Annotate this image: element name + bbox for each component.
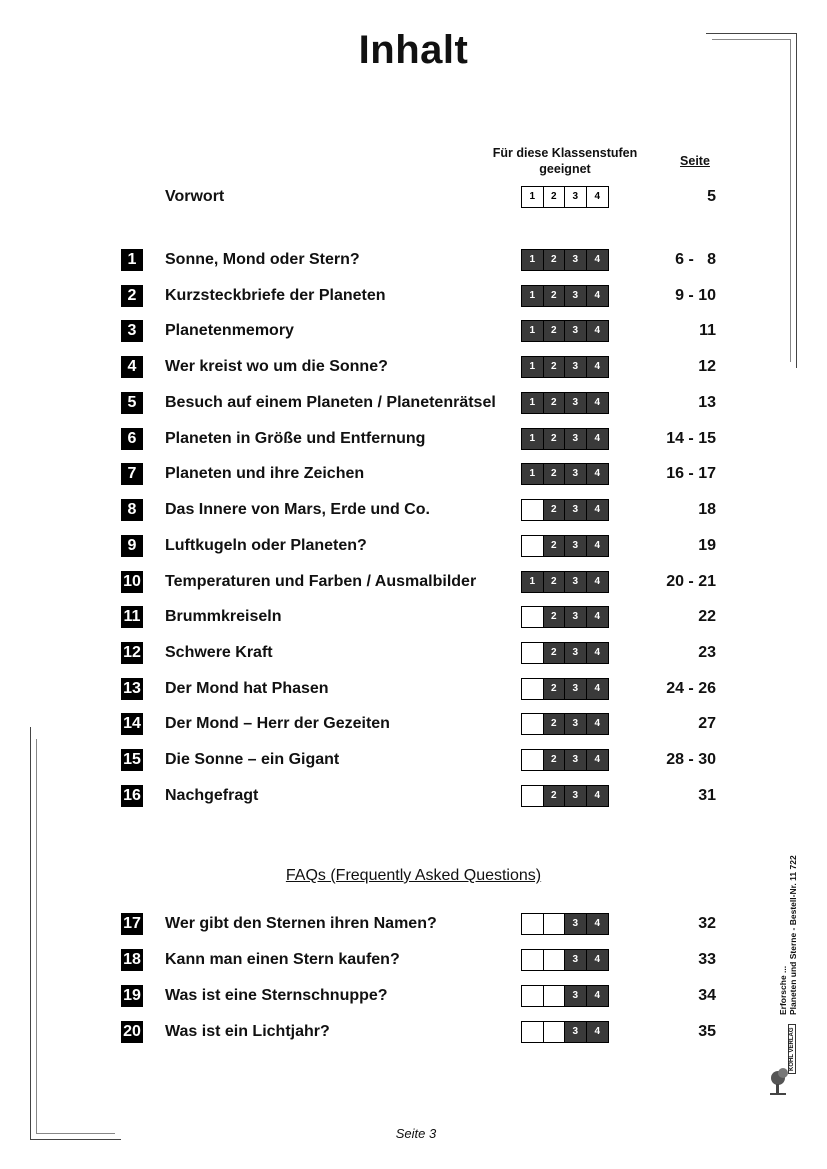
grade-boxes bbox=[521, 642, 609, 664]
grade-cell-active: 3 bbox=[565, 500, 587, 520]
grade-cell-empty bbox=[544, 986, 566, 1006]
toc-row-18[interactable] bbox=[0, 948, 827, 972]
grade-cell-active: 3 bbox=[565, 714, 587, 734]
toc-item-label: Vorwort bbox=[165, 188, 225, 205]
grade-cell-active: 2 bbox=[544, 750, 566, 770]
grade-cell-active: 1 bbox=[522, 429, 544, 449]
chapter-number-badge: 3 bbox=[121, 320, 143, 342]
grade-cell-active: 3 bbox=[565, 321, 587, 341]
chapter-number-badge: 12 bbox=[121, 642, 143, 664]
chapter-number-badge: 15 bbox=[121, 749, 143, 771]
grade-cell-active: 2 bbox=[544, 572, 566, 592]
grade-boxes bbox=[521, 186, 609, 208]
grade-boxes bbox=[521, 913, 609, 935]
chapter-number-badge: 20 bbox=[121, 1021, 143, 1043]
grade-cell-active: 3 bbox=[565, 607, 587, 627]
toc-row-3[interactable] bbox=[0, 319, 827, 343]
toc-item-label: Brummkreiseln bbox=[165, 608, 282, 626]
grade-cell-active: 3 bbox=[565, 950, 587, 970]
toc-page-number: 35 bbox=[698, 1023, 716, 1040]
grade-cell-active: 4 bbox=[587, 536, 609, 556]
page-column-header: Seite bbox=[680, 154, 710, 168]
grade-cell-active: 4 bbox=[587, 250, 609, 270]
grade-boxes bbox=[521, 1021, 609, 1043]
toc-page-number: 34 bbox=[698, 987, 716, 1004]
toc-item-label: Kurzsteckbriefe der Planeten bbox=[165, 286, 386, 304]
chapter-number-badge: 11 bbox=[121, 606, 143, 628]
toc-item-label: Besuch auf einem Planeten / Planetenrätsel bbox=[165, 393, 496, 411]
grade-cell-active: 2 bbox=[544, 464, 566, 484]
grade-cell-active: 3 bbox=[565, 1022, 587, 1042]
toc-item-label: Nachgefragt bbox=[165, 786, 259, 804]
toc-row-19[interactable] bbox=[0, 984, 827, 1008]
grade-cell-empty bbox=[522, 950, 544, 970]
grade-cell-empty bbox=[544, 950, 566, 970]
grade-cell-active: 4 bbox=[587, 679, 609, 699]
toc-row-11[interactable] bbox=[0, 605, 827, 629]
grade-cell-active: 1 bbox=[522, 464, 544, 484]
grade-cell-empty bbox=[522, 1022, 544, 1042]
grade-cell: 2 bbox=[544, 187, 566, 207]
faq-heading: FAQs (Frequently Asked Questions) bbox=[285, 867, 542, 884]
grade-cell-active: 4 bbox=[587, 786, 609, 806]
grade-cell-empty bbox=[522, 750, 544, 770]
toc-row-9[interactable] bbox=[0, 534, 827, 558]
grade-cell-active: 2 bbox=[544, 500, 566, 520]
grade-cell-active: 4 bbox=[587, 357, 609, 377]
grade-cell-active: 4 bbox=[587, 714, 609, 734]
toc-page-number: 11 bbox=[699, 322, 716, 340]
grade-cell-active: 3 bbox=[565, 250, 587, 270]
toc-row-17[interactable] bbox=[0, 912, 827, 936]
toc-page-number: 23 bbox=[698, 644, 716, 662]
toc-row-5[interactable] bbox=[0, 391, 827, 415]
chapter-number-badge: 1 bbox=[121, 249, 143, 271]
grade-cell-active: 1 bbox=[522, 393, 544, 413]
grade-cell-active: 4 bbox=[587, 750, 609, 770]
grade-cell-active: 3 bbox=[565, 986, 587, 1006]
toc-row-15[interactable] bbox=[0, 748, 827, 772]
side-title-order-number: Planeten und Sterne - Bestell-Nr. 11 722 bbox=[788, 855, 798, 1015]
grade-cell-active: 3 bbox=[565, 572, 587, 592]
toc-row-foreword[interactable] bbox=[0, 185, 827, 209]
publisher-name: KOHL VERLAG bbox=[788, 1024, 796, 1074]
grade-cell-active: 3 bbox=[565, 429, 587, 449]
toc-page-number: 22 bbox=[698, 608, 716, 626]
grade-cell-active: 1 bbox=[522, 321, 544, 341]
grade-cell-empty bbox=[544, 1022, 566, 1042]
toc-item-label: Luftkugeln oder Planeten? bbox=[165, 536, 367, 554]
grade-cell-empty bbox=[522, 536, 544, 556]
grade-boxes bbox=[521, 320, 609, 342]
toc-page-number: 28 - 30 bbox=[666, 751, 716, 769]
grade-cell-empty bbox=[522, 643, 544, 663]
toc-item-label: Was ist ein Lichtjahr? bbox=[165, 1023, 330, 1040]
grade-cell-active: 1 bbox=[522, 250, 544, 270]
toc-item-label: Das Innere von Mars, Erde und Co. bbox=[165, 501, 430, 519]
toc-item-label: Die Sonne – ein Gigant bbox=[165, 751, 340, 769]
grade-cell-active: 3 bbox=[565, 393, 587, 413]
toc-row-14[interactable] bbox=[0, 712, 827, 736]
toc-row-13[interactable] bbox=[0, 677, 827, 701]
grade-cell-active: 3 bbox=[565, 679, 587, 699]
grade-cell-active: 4 bbox=[587, 286, 609, 306]
grade-boxes bbox=[521, 985, 609, 1007]
grade-boxes bbox=[521, 678, 609, 700]
grade-boxes bbox=[521, 949, 609, 971]
side-series: Erforsche ... bbox=[778, 965, 788, 1015]
grade-cell: 3 bbox=[565, 187, 587, 207]
grade-boxes bbox=[521, 463, 609, 485]
chapter-number-badge: 17 bbox=[121, 913, 143, 935]
grade-boxes bbox=[521, 249, 609, 271]
toc-row-2[interactable] bbox=[0, 284, 827, 308]
chapter-number-badge: 10 bbox=[121, 571, 143, 593]
grade-boxes bbox=[521, 749, 609, 771]
grade-cell-active: 4 bbox=[587, 1022, 609, 1042]
grade-cell-active: 3 bbox=[565, 464, 587, 484]
chapter-number-badge: 5 bbox=[121, 392, 143, 414]
toc-page-number: 31 bbox=[698, 786, 716, 804]
grade-cell-active: 3 bbox=[565, 536, 587, 556]
grade-cell-active: 1 bbox=[522, 357, 544, 377]
chapter-number-badge: 2 bbox=[121, 285, 143, 307]
grade-boxes bbox=[521, 356, 609, 378]
grade-cell-active: 3 bbox=[565, 786, 587, 806]
side-product-info bbox=[778, 815, 798, 1015]
chapter-number-badge: 8 bbox=[121, 499, 143, 521]
toc-page-number: 13 bbox=[698, 393, 716, 411]
chapter-number-badge: 6 bbox=[121, 428, 143, 450]
grade-cell-active: 2 bbox=[544, 714, 566, 734]
chapter-number-badge: 13 bbox=[121, 678, 143, 700]
grade-cell: 1 bbox=[522, 187, 544, 207]
toc-item-label: Was ist eine Sternschnuppe? bbox=[165, 987, 388, 1004]
chapter-number-badge: 18 bbox=[121, 949, 143, 971]
grade-cell-active: 3 bbox=[565, 357, 587, 377]
toc-row-12[interactable] bbox=[0, 641, 827, 665]
grade-cell-empty bbox=[522, 786, 544, 806]
grade-cell-empty bbox=[522, 914, 544, 934]
grade-cell-active: 2 bbox=[544, 643, 566, 663]
grade-boxes bbox=[521, 571, 609, 593]
grade-cell-active: 2 bbox=[544, 286, 566, 306]
grade-cell-active: 4 bbox=[587, 321, 609, 341]
chapter-number-badge: 4 bbox=[121, 356, 143, 378]
toc-row-20[interactable] bbox=[0, 1020, 827, 1044]
page-footer: Seite 3 bbox=[395, 1126, 437, 1141]
grade-boxes bbox=[521, 428, 609, 450]
grade-cell-active: 4 bbox=[587, 914, 609, 934]
grade-cell-active: 3 bbox=[565, 286, 587, 306]
grade-cell-active: 4 bbox=[587, 986, 609, 1006]
grade-cell-active: 3 bbox=[565, 914, 587, 934]
grade-cell-active: 1 bbox=[522, 286, 544, 306]
toc-page-number: 16 - 17 bbox=[666, 465, 716, 483]
grade-cell-active: 4 bbox=[587, 429, 609, 449]
grade-cell-active: 2 bbox=[544, 607, 566, 627]
grade-boxes bbox=[521, 535, 609, 557]
grade-cell-active: 4 bbox=[587, 950, 609, 970]
grades-header-line2: geeignet bbox=[539, 162, 591, 176]
toc-item-label: Temperaturen und Farben / Ausmalbilder bbox=[165, 572, 477, 590]
toc-row-6[interactable] bbox=[0, 427, 827, 451]
grade-boxes bbox=[521, 713, 609, 735]
toc-item-label: Sonne, Mond oder Stern? bbox=[165, 251, 360, 268]
toc-page-number: 19 bbox=[698, 536, 716, 554]
chapter-number-badge: 9 bbox=[121, 535, 143, 557]
grade-cell-active: 4 bbox=[587, 572, 609, 592]
toc-row-16[interactable] bbox=[0, 784, 827, 808]
grade-boxes bbox=[521, 285, 609, 307]
toc-item-label: Wer gibt den Sternen ihren Namen? bbox=[165, 915, 437, 932]
toc-item-label: Planeten in Größe und Entfernung bbox=[165, 429, 426, 447]
grade-cell-active: 2 bbox=[544, 679, 566, 699]
chapter-number-badge: 7 bbox=[121, 463, 143, 485]
toc-page-number: 33 bbox=[698, 951, 716, 968]
toc-page-number: 12 bbox=[698, 358, 716, 376]
toc-page-number: 9 - 10 bbox=[675, 286, 716, 304]
grade-cell-active: 4 bbox=[587, 643, 609, 663]
grade-boxes bbox=[521, 785, 609, 807]
grade-cell-active: 3 bbox=[565, 750, 587, 770]
grade-boxes bbox=[521, 499, 609, 521]
toc-item-label: Der Mond hat Phasen bbox=[165, 679, 329, 697]
grade-cell: 4 bbox=[587, 187, 609, 207]
grades-column-header bbox=[480, 145, 650, 177]
grade-cell-active: 4 bbox=[587, 500, 609, 520]
grade-cell-active: 2 bbox=[544, 536, 566, 556]
grade-cell-active: 2 bbox=[544, 250, 566, 270]
grade-cell-active: 3 bbox=[565, 643, 587, 663]
toc-item-label: Schwere Kraft bbox=[165, 644, 273, 662]
grade-cell-active: 2 bbox=[544, 357, 566, 377]
toc-page-number: 5 bbox=[707, 188, 716, 205]
chapter-number-badge: 16 bbox=[121, 785, 143, 807]
grade-cell-active: 4 bbox=[587, 464, 609, 484]
toc-item-label: Planeten und ihre Zeichen bbox=[165, 465, 365, 483]
toc-page-number: 18 bbox=[698, 501, 716, 519]
toc-row-1[interactable] bbox=[0, 248, 827, 272]
toc-page-number: 20 - 21 bbox=[666, 572, 716, 590]
chapter-number-badge: 14 bbox=[121, 713, 143, 735]
page-title: Inhalt bbox=[358, 28, 469, 72]
grades-header-line1: Für diese Klassenstufen bbox=[492, 146, 638, 160]
toc-page-number: 24 - 26 bbox=[666, 679, 716, 697]
toc-item-label: Kann man einen Stern kaufen? bbox=[165, 951, 400, 968]
toc-page-number: 27 bbox=[698, 715, 716, 733]
grade-cell-active: 4 bbox=[587, 607, 609, 627]
grade-cell-active: 2 bbox=[544, 393, 566, 413]
toc-page-number: 14 - 15 bbox=[666, 429, 716, 447]
grade-cell-active: 2 bbox=[544, 786, 566, 806]
toc-row-7[interactable] bbox=[0, 462, 827, 486]
grade-cell-active: 4 bbox=[587, 393, 609, 413]
grade-cell-active: 2 bbox=[544, 429, 566, 449]
grade-boxes bbox=[521, 392, 609, 414]
grade-cell-empty bbox=[522, 714, 544, 734]
toc-item-label: Der Mond – Herr der Gezeiten bbox=[165, 715, 390, 733]
toc-item-label: Planetenmemory bbox=[165, 322, 294, 340]
toc-row-8[interactable] bbox=[0, 498, 827, 522]
chapter-number-badge: 19 bbox=[121, 985, 143, 1007]
grade-cell-active: 1 bbox=[522, 572, 544, 592]
grade-boxes bbox=[521, 606, 609, 628]
grade-cell-active: 2 bbox=[544, 321, 566, 341]
toc-row-10[interactable] bbox=[0, 570, 827, 594]
grade-cell-empty bbox=[522, 500, 544, 520]
toc-item-label: Wer kreist wo um die Sonne? bbox=[165, 358, 388, 376]
toc-page-number: 6 - 8 bbox=[675, 251, 716, 268]
grade-cell-empty bbox=[522, 679, 544, 699]
grade-cell-empty bbox=[522, 607, 544, 627]
toc-page-number: 32 bbox=[698, 915, 716, 932]
grade-cell-empty bbox=[522, 986, 544, 1006]
grade-cell-empty bbox=[544, 914, 566, 934]
toc-row-4[interactable] bbox=[0, 355, 827, 379]
